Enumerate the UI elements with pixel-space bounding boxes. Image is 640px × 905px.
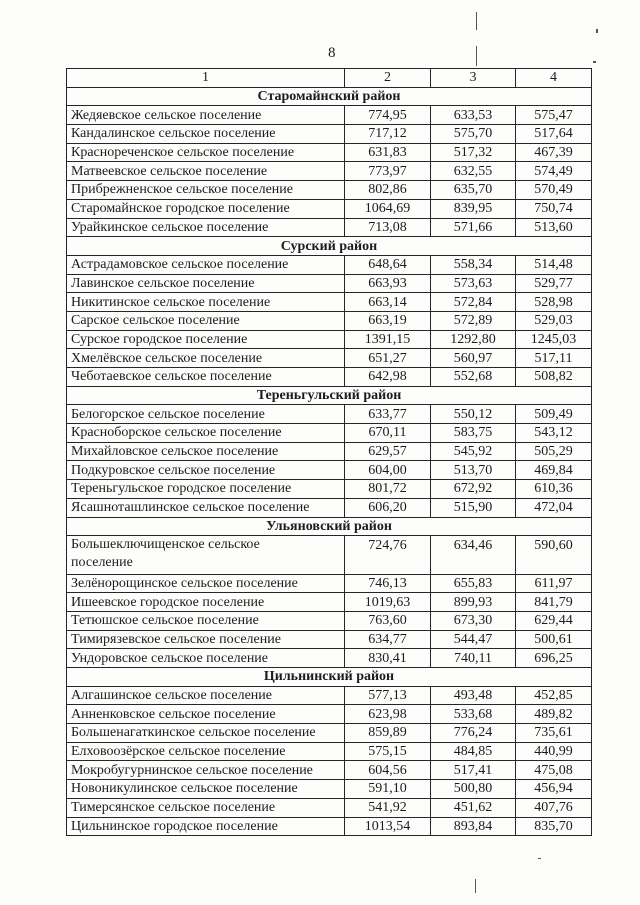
value-col-3: 633,53 <box>431 106 516 125</box>
value-col-2: 663,19 <box>345 311 431 330</box>
settlement-name: Краснореченское сельское поселение <box>71 145 295 161</box>
table-row <box>67 649 592 668</box>
value-col-4: 529,03 <box>516 311 592 330</box>
value-col-3: 544,47 <box>431 630 516 649</box>
value-col-3: 560,97 <box>431 349 516 368</box>
scan-mark <box>476 12 477 30</box>
value-col-2: 575,15 <box>345 742 431 761</box>
value-col-3: 632,55 <box>431 162 516 181</box>
value-col-3: 484,85 <box>431 742 516 761</box>
settlement-name-cell <box>67 181 345 200</box>
header-cell-3: 3 <box>431 69 516 88</box>
table-row <box>67 143 592 162</box>
value-col-3: 515,90 <box>431 498 516 517</box>
value-col-3: 517,32 <box>431 143 516 162</box>
value-col-2: 774,95 <box>345 106 431 125</box>
value-col-3: 893,84 <box>431 817 516 836</box>
value-col-2: 746,13 <box>345 574 431 593</box>
settlement-name-cell <box>67 574 345 593</box>
settlement-name-cell <box>67 199 345 218</box>
settlement-name: Сарское сельское поселение <box>71 313 240 329</box>
table-row <box>67 817 592 836</box>
header-cell-1: 1 <box>67 69 345 88</box>
value-col-2: 670,11 <box>345 424 431 443</box>
value-col-3: 740,11 <box>431 649 516 668</box>
value-col-3: 545,92 <box>431 442 516 461</box>
table-row <box>67 106 592 125</box>
settlement-name-cell <box>67 125 345 144</box>
settlement-name-cell <box>67 536 345 574</box>
value-col-3: 558,34 <box>431 255 516 274</box>
value-col-2: 713,08 <box>345 218 431 237</box>
value-col-2: 606,20 <box>345 498 431 517</box>
page-number: 8 <box>328 45 336 61</box>
table-row <box>67 705 592 724</box>
value-col-2: 604,00 <box>345 461 431 480</box>
settlement-name-cell <box>67 106 345 125</box>
value-col-2: 648,64 <box>345 255 431 274</box>
value-col-3: 575,70 <box>431 125 516 144</box>
value-col-2: 629,57 <box>345 442 431 461</box>
value-col-3: 583,75 <box>431 424 516 443</box>
value-col-4: 513,60 <box>516 218 592 237</box>
table-row <box>67 724 592 743</box>
settlement-name: Прибрежненское сельское поселение <box>71 182 293 198</box>
value-col-4: 467,39 <box>516 143 592 162</box>
settlement-name: Большенагаткинское сельское поселение <box>71 725 316 741</box>
settlement-name-cell <box>67 218 345 237</box>
settlement-name-cell <box>67 349 345 368</box>
table-row <box>67 199 592 218</box>
table-body <box>67 69 592 836</box>
value-col-4: 629,44 <box>516 611 592 630</box>
value-col-4: 611,97 <box>516 574 592 593</box>
header-cell-2: 2 <box>345 69 431 88</box>
value-col-2: 642,98 <box>345 368 431 387</box>
settlement-name: Тимерсянское сельское поселение <box>71 800 276 816</box>
value-col-4: 508,82 <box>516 368 592 387</box>
value-col-3: 571,66 <box>431 218 516 237</box>
settlement-name-cell <box>67 798 345 817</box>
settlement-name: Красноборское сельское поселение <box>71 425 282 441</box>
value-col-3: 634,46 <box>431 536 516 574</box>
value-col-4: 835,70 <box>516 817 592 836</box>
value-col-2: 830,41 <box>345 649 431 668</box>
value-col-3: 673,30 <box>431 611 516 630</box>
settlement-name-cell <box>67 705 345 724</box>
value-col-4: 1245,03 <box>516 330 592 349</box>
value-col-2: 577,13 <box>345 686 431 705</box>
settlement-name-cell <box>67 442 345 461</box>
settlement-name-cell <box>67 686 345 705</box>
settlement-name-cell <box>67 405 345 424</box>
settlement-name: Урайкинское сельское поселение <box>71 219 269 235</box>
section-title: Старомайнский район <box>67 87 592 106</box>
table-row <box>67 162 592 181</box>
value-col-4: 500,61 <box>516 630 592 649</box>
value-col-2: 633,77 <box>345 405 431 424</box>
value-col-3: 776,24 <box>431 724 516 743</box>
header-row <box>67 69 592 88</box>
value-col-4: 735,61 <box>516 724 592 743</box>
table-row <box>67 349 592 368</box>
value-col-2: 1013,54 <box>345 817 431 836</box>
settlement-name: Матвеевское сельское поселение <box>71 163 268 179</box>
table-row <box>67 630 592 649</box>
value-col-4: 750,74 <box>516 199 592 218</box>
settlement-name: Ундоровское сельское поселение <box>71 650 269 666</box>
settlement-name: Новоникулинское сельское поселение <box>71 781 298 797</box>
scan-mark <box>475 879 476 893</box>
value-col-3: 655,83 <box>431 574 516 593</box>
settlement-name-cell <box>67 480 345 499</box>
table-row <box>67 218 592 237</box>
table-row <box>67 368 592 387</box>
table-row <box>67 311 592 330</box>
table-row <box>67 480 592 499</box>
value-col-3: 635,70 <box>431 181 516 200</box>
value-col-2: 604,56 <box>345 761 431 780</box>
value-col-3: 552,68 <box>431 368 516 387</box>
table-row <box>67 330 592 349</box>
table-row <box>67 424 592 443</box>
value-col-4: 543,12 <box>516 424 592 443</box>
settlement-name: Большеключищенское сельское поселение <box>71 537 260 571</box>
value-col-4: 517,64 <box>516 125 592 144</box>
table-row <box>67 274 592 293</box>
settlement-name: Тимирязевское сельское поселение <box>71 631 281 647</box>
value-col-3: 550,12 <box>431 405 516 424</box>
value-col-3: 572,84 <box>431 293 516 312</box>
section-title: Ульяновский район <box>67 517 592 536</box>
settlement-name-cell <box>67 498 345 517</box>
section-title: Цильнинский район <box>67 668 592 687</box>
value-col-4: 475,08 <box>516 761 592 780</box>
section-row <box>67 386 592 405</box>
scan-mark <box>593 61 596 63</box>
value-col-2: 623,98 <box>345 705 431 724</box>
settlement-name-cell <box>67 162 345 181</box>
settlement-name: Хмелёвское сельское поселение <box>71 350 263 366</box>
value-col-4: 574,49 <box>516 162 592 181</box>
value-col-3: 500,80 <box>431 780 516 799</box>
value-col-2: 651,27 <box>345 349 431 368</box>
settlement-name-cell <box>67 780 345 799</box>
value-col-4: 696,25 <box>516 649 592 668</box>
settlement-name: Елховоозёрское сельское поселение <box>71 744 286 760</box>
settlement-name: Белогорское сельское поселение <box>71 406 265 422</box>
value-col-3: 451,62 <box>431 798 516 817</box>
value-col-2: 801,72 <box>345 480 431 499</box>
value-col-3: 573,63 <box>431 274 516 293</box>
value-col-4: 407,76 <box>516 798 592 817</box>
value-col-2: 763,60 <box>345 611 431 630</box>
value-col-4: 570,49 <box>516 181 592 200</box>
value-col-3: 493,48 <box>431 686 516 705</box>
section-row <box>67 237 592 256</box>
value-col-4: 517,11 <box>516 349 592 368</box>
value-col-4: 575,47 <box>516 106 592 125</box>
settlement-name: Ясашноташлинское сельское поселение <box>71 500 310 516</box>
value-col-3: 1292,80 <box>431 330 516 349</box>
table-row <box>67 255 592 274</box>
value-col-3: 517,41 <box>431 761 516 780</box>
section-title: Сурский район <box>67 237 592 256</box>
settlement-name-cell <box>67 742 345 761</box>
value-col-2: 1064,69 <box>345 199 431 218</box>
settlement-name: Мокробугурнинское сельское поселение <box>71 762 313 778</box>
value-col-4: 528,98 <box>516 293 592 312</box>
value-col-2: 591,10 <box>345 780 431 799</box>
table-row <box>67 686 592 705</box>
value-col-2: 541,92 <box>345 798 431 817</box>
settlement-name: Цильнинское городское поселение <box>71 818 278 834</box>
settlement-name: Михайловское сельское поселение <box>71 444 279 460</box>
settlement-name: Жедяевское сельское поселение <box>71 107 262 123</box>
value-col-2: 634,77 <box>345 630 431 649</box>
header-cell-4: 4 <box>516 69 592 88</box>
value-col-2: 859,89 <box>345 724 431 743</box>
settlement-name-cell <box>67 143 345 162</box>
settlement-name: Ишеевское городское поселение <box>71 594 265 610</box>
settlement-name: Тетюшское сельское поселение <box>71 613 259 629</box>
settlement-name: Тереньгульское городское поселение <box>71 481 292 497</box>
value-col-2: 1391,15 <box>345 330 431 349</box>
settlement-name-cell <box>67 311 345 330</box>
table-row <box>67 798 592 817</box>
value-col-4: 469,84 <box>516 461 592 480</box>
table-row <box>67 405 592 424</box>
settlement-name-cell <box>67 330 345 349</box>
value-col-4: 505,29 <box>516 442 592 461</box>
settlement-name-cell <box>67 293 345 312</box>
table-row <box>67 574 592 593</box>
value-col-4: 440,99 <box>516 742 592 761</box>
value-col-4: 590,60 <box>516 536 592 574</box>
value-col-4: 452,85 <box>516 686 592 705</box>
settlement-name: Сурское городское поселение <box>71 331 248 347</box>
settlement-name-cell <box>67 630 345 649</box>
value-col-4: 514,48 <box>516 255 592 274</box>
settlement-name: Старомайнское городское поселение <box>71 201 290 217</box>
settlement-name-cell <box>67 461 345 480</box>
table-row <box>67 536 592 574</box>
value-col-2: 663,93 <box>345 274 431 293</box>
settlement-name-cell <box>67 593 345 612</box>
table-row <box>67 293 592 312</box>
value-col-4: 529,77 <box>516 274 592 293</box>
table-row <box>67 461 592 480</box>
table-row <box>67 442 592 461</box>
value-col-2: 663,14 <box>345 293 431 312</box>
table-row <box>67 593 592 612</box>
value-col-3: 533,68 <box>431 705 516 724</box>
section-row <box>67 517 592 536</box>
value-col-2: 1019,63 <box>345 593 431 612</box>
settlement-name: Алгашинское сельское поселение <box>71 688 273 704</box>
settlement-name: Подкуровское сельское поселение <box>71 462 276 478</box>
value-col-4: 610,36 <box>516 480 592 499</box>
value-col-2: 724,76 <box>345 536 431 574</box>
settlement-name-cell <box>67 424 345 443</box>
table-row <box>67 498 592 517</box>
scan-mark <box>596 29 598 33</box>
table-row <box>67 761 592 780</box>
settlement-name: Зелёнорощинское сельское поселение <box>71 575 298 591</box>
value-col-2: 631,83 <box>345 143 431 162</box>
table-row <box>67 780 592 799</box>
value-col-4: 489,82 <box>516 705 592 724</box>
value-col-4: 472,04 <box>516 498 592 517</box>
scan-mark <box>538 858 541 859</box>
settlement-name: Кандалинское сельское поселение <box>71 126 276 142</box>
value-col-2: 802,86 <box>345 181 431 200</box>
value-col-4: 841,79 <box>516 593 592 612</box>
section-title: Тереньгульский район <box>67 386 592 405</box>
value-col-3: 839,95 <box>431 199 516 218</box>
section-row <box>67 87 592 106</box>
settlement-name-cell <box>67 255 345 274</box>
scan-mark <box>476 46 477 66</box>
data-table <box>66 68 592 836</box>
table-row <box>67 611 592 630</box>
section-row <box>67 668 592 687</box>
settlement-name-cell <box>67 761 345 780</box>
settlement-name-cell <box>67 724 345 743</box>
settlement-name-cell <box>67 649 345 668</box>
value-col-3: 672,92 <box>431 480 516 499</box>
settlement-name: Чеботаевское сельское поселение <box>71 369 272 385</box>
settlement-name-cell <box>67 817 345 836</box>
settlement-name-cell <box>67 368 345 387</box>
table-row <box>67 125 592 144</box>
table-row <box>67 742 592 761</box>
value-col-2: 773,97 <box>345 162 431 181</box>
table-row <box>67 181 592 200</box>
settlement-name: Астрадамовское сельское поселение <box>71 257 289 273</box>
value-col-3: 572,89 <box>431 311 516 330</box>
settlement-name: Лавинское сельское поселение <box>71 275 255 291</box>
value-col-4: 509,49 <box>516 405 592 424</box>
settlement-name-cell <box>67 274 345 293</box>
settlement-name-cell <box>67 611 345 630</box>
value-col-3: 513,70 <box>431 461 516 480</box>
settlement-name: Анненковское сельское поселение <box>71 706 276 722</box>
settlement-name: Никитинское сельское поселение <box>71 294 271 310</box>
value-col-4: 456,94 <box>516 780 592 799</box>
value-col-3: 899,93 <box>431 593 516 612</box>
value-col-2: 717,12 <box>345 125 431 144</box>
